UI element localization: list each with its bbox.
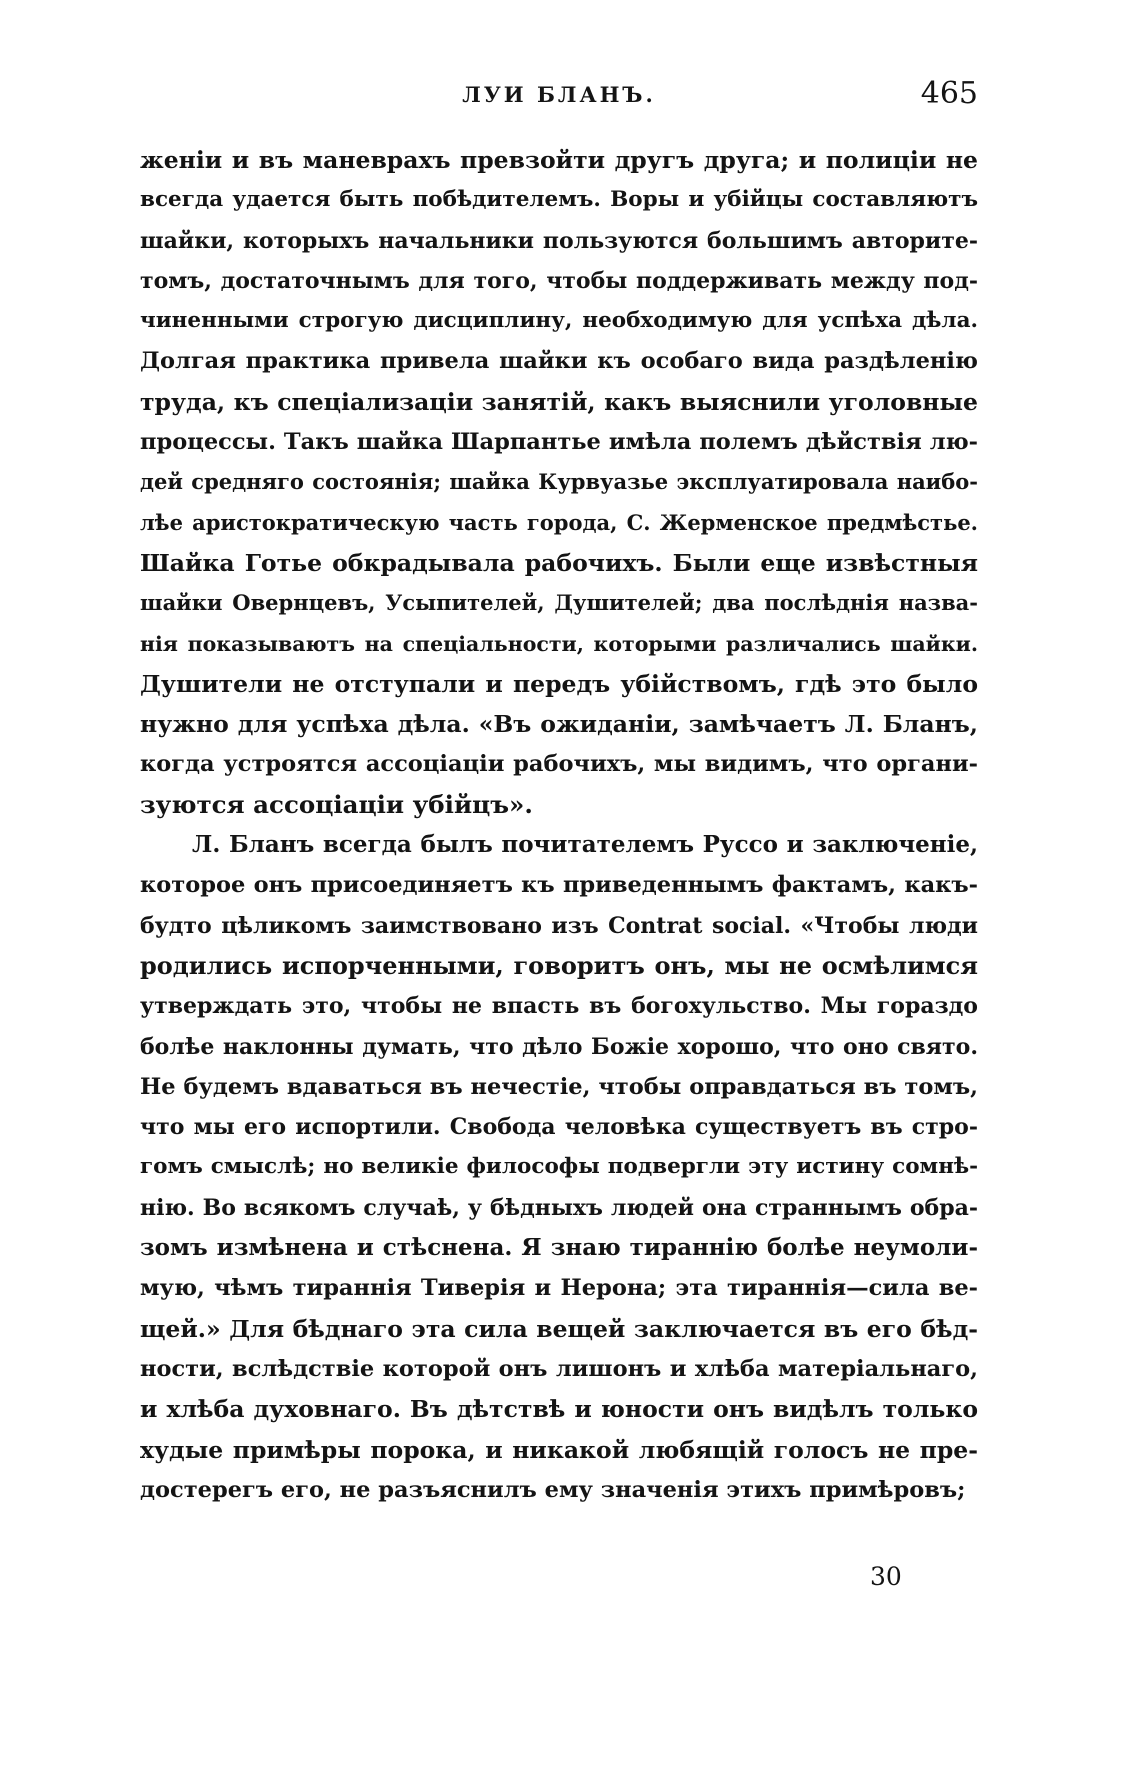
text-line: дей средняго состоянія; шайка Курвуазье эксплуатировала наибо- xyxy=(140,469,978,495)
paragraph xyxy=(140,825,978,1510)
text-line: родились испорченными, говоритъ онъ, мы не осмѣлимся xyxy=(140,950,978,980)
text-line: утверждать это, чтобы не впасть въ богохульство. Мы гораздо xyxy=(140,993,978,1020)
text-line: которое онъ присоединяетъ къ приведеннымъ фактамъ, какъ- xyxy=(140,872,978,899)
text-line: когда устроятся ассоціаціи рабочихъ, мы видимъ, что органи- xyxy=(140,751,978,778)
text-line: что мы его испортили. Свобода человѣка существуетъ въ стро- xyxy=(140,1114,978,1141)
text-line: худые примѣры порока, и никакой любящій голосъ не пре- xyxy=(140,1435,978,1464)
text-line: нужно для успѣха дѣла. «Въ ожиданіи, замѣчаетъ Л. Бланъ, xyxy=(140,710,978,739)
text-line: процессы. Такъ шайка Шарпантье имѣла полемъ дѣйствія лю- xyxy=(140,429,978,456)
text-line: и хлѣба духовнаго. Въ дѣтствѣ и юности онъ видѣлъ только xyxy=(140,1395,978,1424)
signature-mark: 30 xyxy=(870,1562,902,1591)
text-line: зуются ассоціаціи убійцъ». xyxy=(140,789,533,819)
running-title: ЛУИ БЛАНЪ. xyxy=(462,82,656,107)
body-text xyxy=(140,140,978,1510)
text-line: лѣе аристократическую часть города, С. Жерменское предмѣстье. xyxy=(140,509,978,535)
text-line: чиненными строгую дисциплину, необходимую для успѣха дѣла. xyxy=(140,308,978,334)
text-line: томъ, достаточнымъ для того, чтобы поддерживать между под- xyxy=(140,267,978,294)
text-line: щей.» Для бѣднаго эта сила вещей заключается въ его бѣд- xyxy=(140,1314,978,1343)
text-line: Л. Бланъ всегда былъ почитателемъ Руссо и заключеніе, xyxy=(192,831,978,859)
text-line: гомъ смыслѣ; но великіе философы подвергли эту истину сомнѣ- xyxy=(140,1154,978,1180)
text-line: всегда удается быть побѣдителемъ. Воры и убійцы составляютъ xyxy=(140,187,978,213)
text-line: Не будемъ вдаваться въ нечестіе, чтобы оправдаться въ томъ, xyxy=(140,1073,978,1100)
text-line: шайки, которыхъ начальники пользуются большимъ авторите- xyxy=(140,227,978,254)
paragraph xyxy=(140,140,978,825)
text-line: шайки Овернцевъ, Усыпителей, Душителей; два послѣднія назва- xyxy=(140,590,978,616)
text-line: нію. Во всякомъ случаѣ, у бѣдныхъ людей она страннымъ обра- xyxy=(140,1194,978,1221)
text-line: болѣе наклонны думать, что дѣло Божіе хорошо, что оно свято. xyxy=(140,1033,978,1060)
text-line: Душители не отступали и передъ убійствомъ, гдѣ это было xyxy=(140,669,978,698)
text-line: достерегъ его, не разъяснилъ ему значенія этихъ примѣровъ; xyxy=(140,1476,966,1503)
text-line: нія показываютъ на спеціальности, которыми различались шайки. xyxy=(140,631,978,656)
text-line: Долгая практика привела шайки къ особаго вида раздѣленію xyxy=(140,348,978,375)
running-head xyxy=(140,76,978,122)
text-line: труда, къ спеціализаціи занятій, какъ выяснили уголовные xyxy=(140,387,978,416)
text-line: Шайка Готье обкрадывала рабочихъ. Были еще извѣстныя xyxy=(140,548,978,577)
text-line: мую, чѣмъ тираннія Тиверія и Нерона; эта тираннія—сила ве- xyxy=(140,1275,978,1302)
text-line: женіи и въ маневрахъ превзойти другъ друга; и полиціи не xyxy=(140,146,978,174)
page-number: 465 xyxy=(920,76,978,111)
text-line: ности, вслѣдствіе которой онъ лишонъ и хлѣба матеріальнаго, xyxy=(140,1355,978,1382)
text-line: будто цѣликомъ заимствовано изъ Contrat social. «Чтобы люди xyxy=(140,912,978,939)
text-line: зомъ измѣнена и стѣснена. Я знаю тираннію болѣе неумоли- xyxy=(140,1234,978,1262)
